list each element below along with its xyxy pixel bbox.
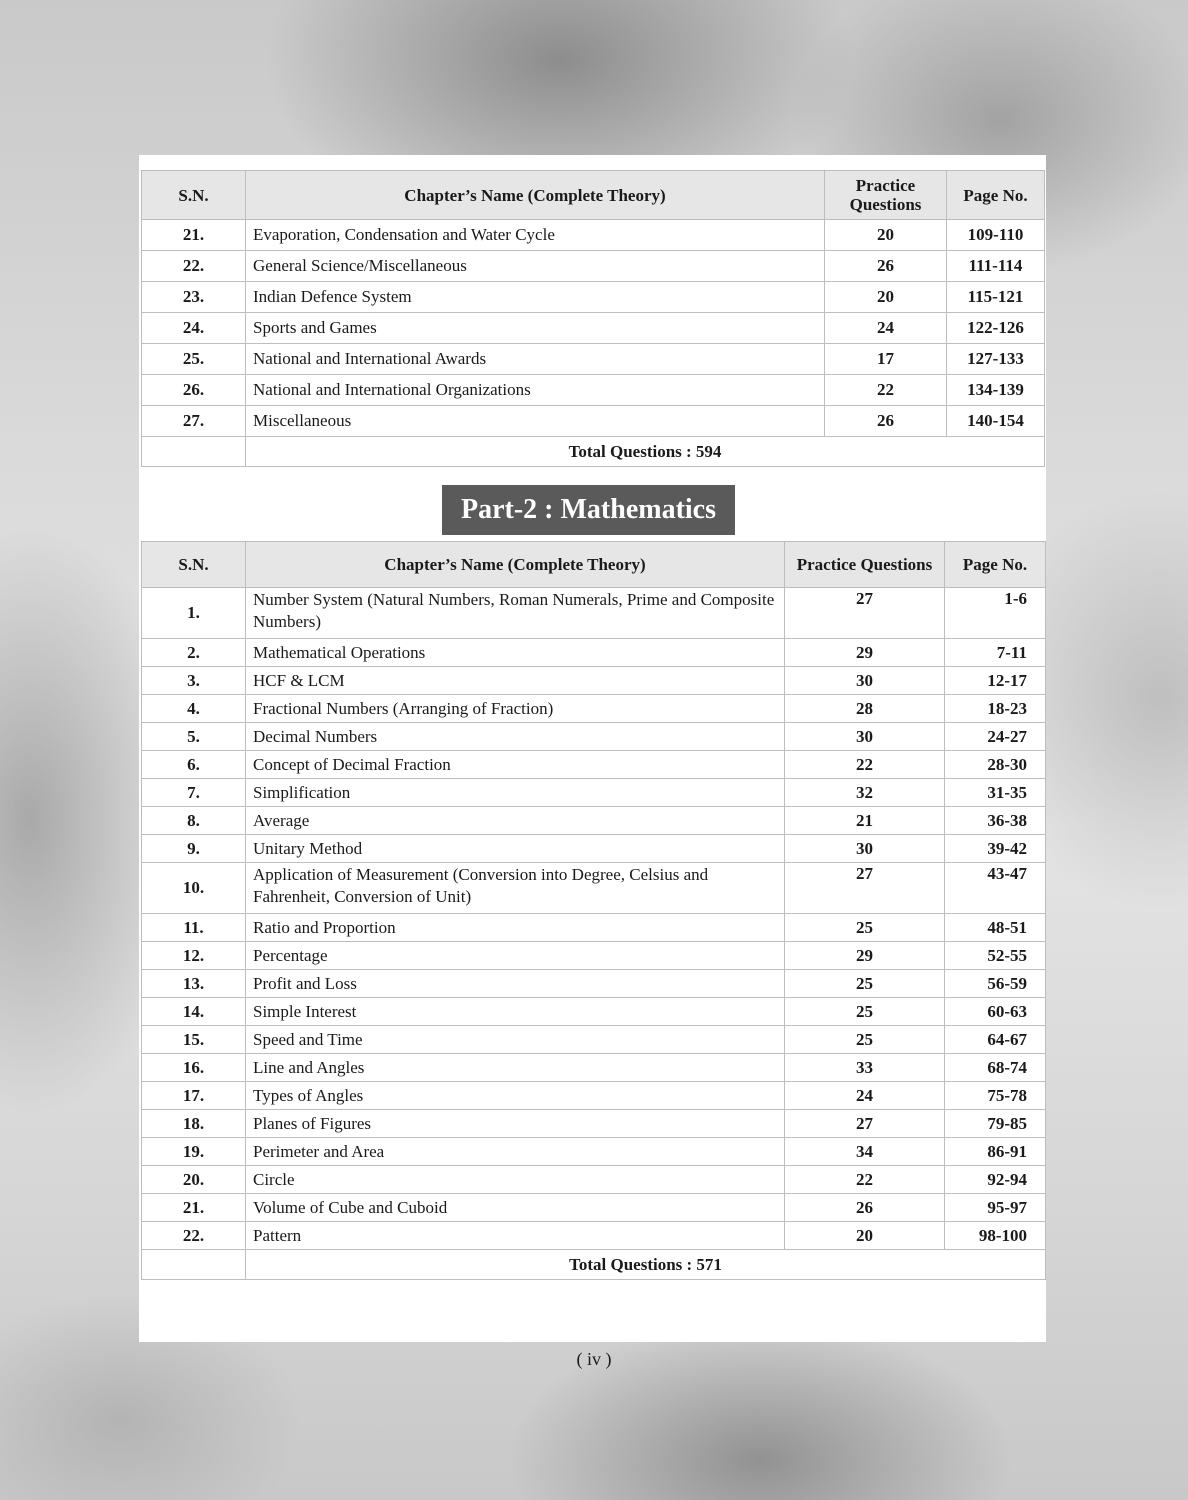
chapter-name: National and International Organizations [246, 375, 825, 406]
row-sn: 1. [142, 588, 246, 639]
row-sn: 2. [142, 639, 246, 667]
row-sn: 9. [142, 835, 246, 863]
table-row [142, 751, 1046, 779]
practice-questions: 22 [785, 751, 945, 779]
row-sn: 6. [142, 751, 246, 779]
table-row [142, 779, 1046, 807]
chapter-name: HCF & LCM [246, 667, 785, 695]
row-sn: 22. [142, 1222, 246, 1250]
contents-table-part1 [141, 170, 1045, 467]
page-range: 115-121 [947, 282, 1045, 313]
chapter-name: Volume of Cube and Cuboid [246, 1194, 785, 1222]
table-row [142, 998, 1046, 1026]
table-row [142, 835, 1046, 863]
table-header-row [142, 542, 1046, 588]
header-page-no: Page No. [947, 171, 1045, 220]
chapter-name: Circle [246, 1166, 785, 1194]
practice-questions: 24 [825, 313, 947, 344]
row-sn: 12. [142, 942, 246, 970]
total-questions: Total Questions : 594 [246, 437, 1045, 467]
table-row [142, 251, 1045, 282]
row-sn: 27. [142, 406, 246, 437]
practice-questions: 20 [785, 1222, 945, 1250]
table-row [142, 970, 1046, 998]
practice-questions: 17 [825, 344, 947, 375]
row-sn: 19. [142, 1138, 246, 1166]
total-row [142, 1250, 1046, 1280]
row-sn: 26. [142, 375, 246, 406]
page-range: 7-11 [945, 639, 1046, 667]
page-range: 134-139 [947, 375, 1045, 406]
row-sn: 23. [142, 282, 246, 313]
practice-questions: 26 [825, 406, 947, 437]
page-range: 31-35 [945, 779, 1046, 807]
table-row [142, 1082, 1046, 1110]
practice-questions: 20 [825, 282, 947, 313]
header-chapter-name: Chapter’s Name (Complete Theory) [246, 542, 785, 588]
page-range: 12-17 [945, 667, 1046, 695]
practice-questions: 33 [785, 1054, 945, 1082]
total-row-blank [142, 437, 246, 467]
page-range: 79-85 [945, 1110, 1046, 1138]
page-range: 68-74 [945, 1054, 1046, 1082]
total-questions: Total Questions : 571 [246, 1250, 1046, 1280]
row-sn: 10. [142, 863, 246, 914]
chapter-name: Concept of Decimal Fraction [246, 751, 785, 779]
chapter-name: Fractional Numbers (Arranging of Fraction) [246, 695, 785, 723]
page-range: 75-78 [945, 1082, 1046, 1110]
practice-questions: 27 [785, 1110, 945, 1138]
row-sn: 5. [142, 723, 246, 751]
practice-questions: 25 [785, 998, 945, 1026]
practice-questions: 32 [785, 779, 945, 807]
row-sn: 8. [142, 807, 246, 835]
page-range: 48-51 [945, 914, 1046, 942]
total-row-blank [142, 1250, 246, 1280]
table-row [142, 667, 1046, 695]
row-sn: 13. [142, 970, 246, 998]
table-row [142, 723, 1046, 751]
chapter-name: Application of Measurement (Conversion into Degree, Celsius and Fahrenheit, Conversion of Unit) [246, 863, 785, 914]
page-range: 92-94 [945, 1166, 1046, 1194]
page-range: 109-110 [947, 220, 1045, 251]
chapter-name: Types of Angles [246, 1082, 785, 1110]
chapter-name: General Science/Miscellaneous [246, 251, 825, 282]
practice-questions: 22 [785, 1166, 945, 1194]
table-row [142, 588, 1046, 639]
row-sn: 15. [142, 1026, 246, 1054]
table-row [142, 220, 1045, 251]
row-sn: 25. [142, 344, 246, 375]
header-practice-questions: Practice Questions [825, 171, 947, 220]
row-sn: 16. [142, 1054, 246, 1082]
table-row [142, 639, 1046, 667]
part-heading: Part-2 : Mathematics [442, 485, 735, 535]
chapter-name: Sports and Games [246, 313, 825, 344]
table-row [142, 406, 1045, 437]
chapter-name: Profit and Loss [246, 970, 785, 998]
table-row [142, 1166, 1046, 1194]
table-row [142, 863, 1046, 914]
page-range: 18-23 [945, 695, 1046, 723]
page-range: 56-59 [945, 970, 1046, 998]
practice-questions: 30 [785, 667, 945, 695]
table-row [142, 1026, 1046, 1054]
header-chapter-name: Chapter’s Name (Complete Theory) [246, 171, 825, 220]
chapter-name: National and International Awards [246, 344, 825, 375]
practice-questions: 27 [785, 863, 945, 914]
practice-questions: 21 [785, 807, 945, 835]
page-range: 95-97 [945, 1194, 1046, 1222]
practice-questions: 30 [785, 723, 945, 751]
header-sn: S.N. [142, 171, 246, 220]
page-range: 60-63 [945, 998, 1046, 1026]
practice-questions: 24 [785, 1082, 945, 1110]
row-sn: 17. [142, 1082, 246, 1110]
table-row [142, 313, 1045, 344]
table-row [142, 344, 1045, 375]
chapter-name: Line and Angles [246, 1054, 785, 1082]
table-row [142, 807, 1046, 835]
chapter-name: Unitary Method [246, 835, 785, 863]
page-range: 86-91 [945, 1138, 1046, 1166]
practice-questions: 25 [785, 1026, 945, 1054]
header-practice-questions: Practice Questions [785, 542, 945, 588]
row-sn: 22. [142, 251, 246, 282]
row-sn: 18. [142, 1110, 246, 1138]
table-row [142, 695, 1046, 723]
page-range: 111-114 [947, 251, 1045, 282]
chapter-name: Simplification [246, 779, 785, 807]
practice-questions: 27 [785, 588, 945, 639]
chapter-name: Simple Interest [246, 998, 785, 1026]
page-range: 64-67 [945, 1026, 1046, 1054]
chapter-name: Pattern [246, 1222, 785, 1250]
page-range: 36-38 [945, 807, 1046, 835]
chapter-name: Miscellaneous [246, 406, 825, 437]
chapter-name: Number System (Natural Numbers, Roman Numerals, Prime and Composite Numbers) [246, 588, 785, 639]
table-row [142, 914, 1046, 942]
table-row [142, 1138, 1046, 1166]
page-range: 122-126 [947, 313, 1045, 344]
row-sn: 20. [142, 1166, 246, 1194]
row-sn: 14. [142, 998, 246, 1026]
header-sn: S.N. [142, 542, 246, 588]
row-sn: 21. [142, 220, 246, 251]
row-sn: 4. [142, 695, 246, 723]
total-row [142, 437, 1045, 467]
chapter-name: Mathematical Operations [246, 639, 785, 667]
chapter-name: Evaporation, Condensation and Water Cycle [246, 220, 825, 251]
practice-questions: 28 [785, 695, 945, 723]
table-row [142, 1194, 1046, 1222]
table-row [142, 1222, 1046, 1250]
page-range: 24-27 [945, 723, 1046, 751]
page-range: 28-30 [945, 751, 1046, 779]
page-range: 39-42 [945, 835, 1046, 863]
table-header-row [142, 171, 1045, 220]
page-range: 140-154 [947, 406, 1045, 437]
practice-questions: 26 [785, 1194, 945, 1222]
row-sn: 3. [142, 667, 246, 695]
table-body [142, 588, 1046, 1280]
practice-questions: 29 [785, 639, 945, 667]
contents-page [139, 155, 1046, 1342]
row-sn: 7. [142, 779, 246, 807]
page-number: ( iv ) [576, 1349, 612, 1369]
contents-table-part2 [141, 541, 1046, 1280]
chapter-name: Planes of Figures [246, 1110, 785, 1138]
chapter-name: Percentage [246, 942, 785, 970]
chapter-name: Speed and Time [246, 1026, 785, 1054]
page-range: 52-55 [945, 942, 1046, 970]
page-range: 127-133 [947, 344, 1045, 375]
chapter-name: Perimeter and Area [246, 1138, 785, 1166]
table-row [142, 375, 1045, 406]
practice-questions: 30 [785, 835, 945, 863]
table-row [142, 1054, 1046, 1082]
practice-questions: 29 [785, 942, 945, 970]
row-sn: 11. [142, 914, 246, 942]
page-range: 43-47 [945, 863, 1046, 914]
chapter-name: Decimal Numbers [246, 723, 785, 751]
table-row [142, 942, 1046, 970]
chapter-name: Average [246, 807, 785, 835]
table-row [142, 282, 1045, 313]
table-row [142, 1110, 1046, 1138]
practice-questions: 26 [825, 251, 947, 282]
practice-questions: 25 [785, 914, 945, 942]
row-sn: 21. [142, 1194, 246, 1222]
chapter-name: Indian Defence System [246, 282, 825, 313]
row-sn: 24. [142, 313, 246, 344]
header-page-no: Page No. [945, 542, 1046, 588]
table-body [142, 220, 1045, 467]
practice-questions: 22 [825, 375, 947, 406]
page-range: 98-100 [945, 1222, 1046, 1250]
practice-questions: 34 [785, 1138, 945, 1166]
chapter-name: Ratio and Proportion [246, 914, 785, 942]
page-range: 1-6 [945, 588, 1046, 639]
practice-questions: 20 [825, 220, 947, 251]
practice-questions: 25 [785, 970, 945, 998]
